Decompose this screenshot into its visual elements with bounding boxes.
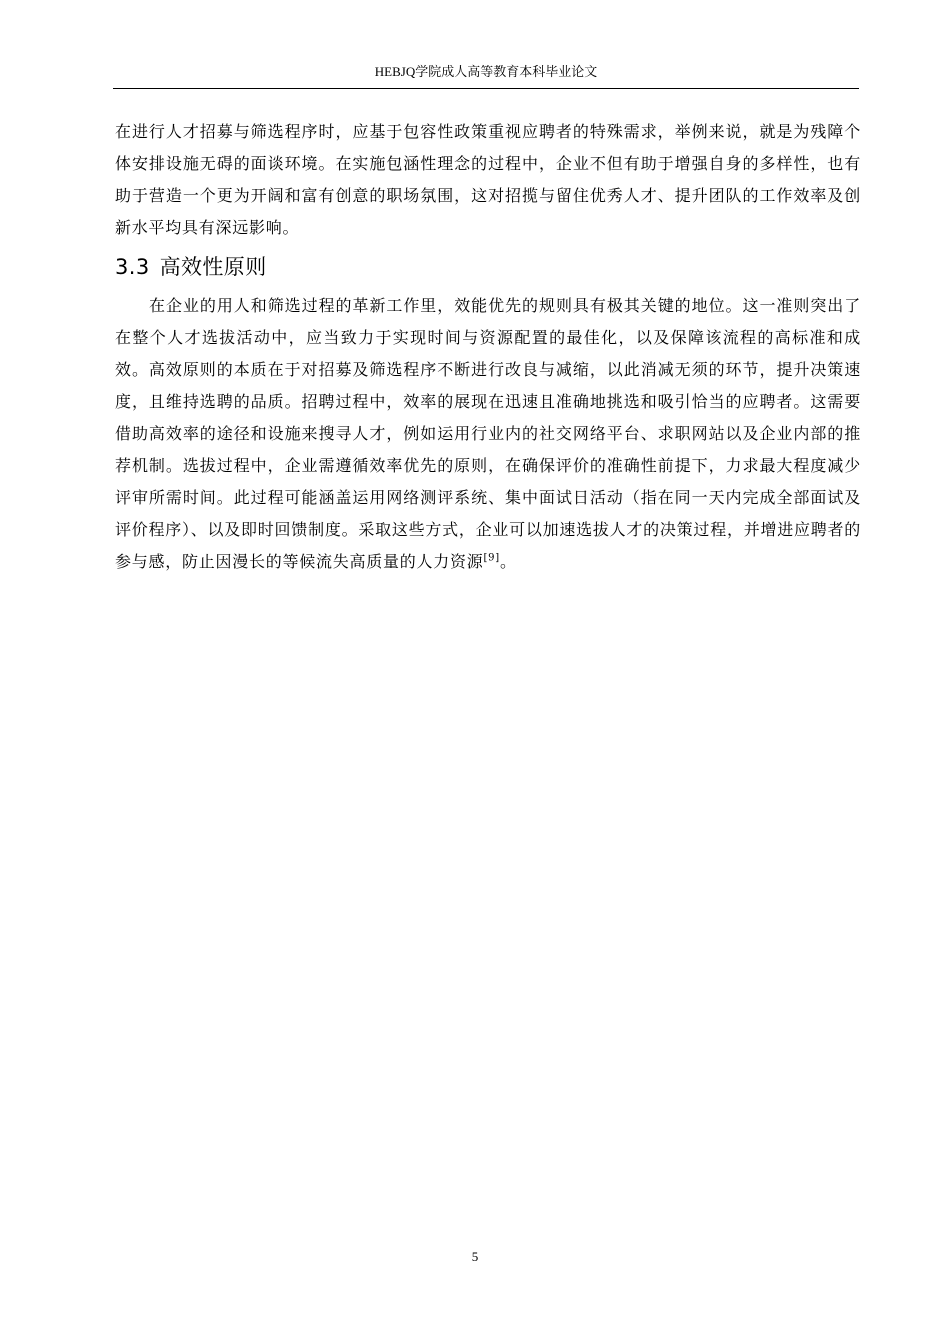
section-heading [115,244,861,290]
section-paragraph-end: 。 [499,552,517,571]
page-content [115,116,861,578]
section-paragraph-text: 在企业的用人和筛选过程的革新工作里，效能优先的规则具有极其关键的地位。这一准则突出了在整个人才选拔活动中，应当致力于实现时间与资源配置的最佳化，以及保障该流程的高标准和成效。高效原则的本质在于对招募及筛选程序不断进行改良与减缩，以此消减无须的环节，提升决策速度，且维持选聘的品质。招聘过程中，效率的展现在迅速且准确地挑选和吸引恰当的应聘者。这需要借助高效率的途径和设施来搜寻人才，例如运用行业内的社交网络平台、求职网站以及企业内部的推荐机制。选拔过程中，企业需遵循效率优先的原则，在确保评价的准确性前提下，力求最大程度减少评审所需时间。此过程可能涵盖运用网络测评系统、集中面试日活动（指在同一天内完成全部面试及评价程序）、以及即时回馈制度。采取这些方式，企业可以加速选拔人才的决策过程，并增进应聘者的参与感，防止因漫长的等候流失高质量的人力资源 [115,296,861,571]
section-number: 3.3 [115,255,150,279]
page-number: 5 [471,1249,479,1264]
section-paragraph [115,290,861,578]
header-title: HEBJQ学院成人高等教育本科毕业论文 [374,64,598,79]
page-header [113,60,859,89]
section-title: 高效性原则 [159,255,267,279]
citation-marker: [9] [483,552,500,564]
intro-paragraph: 在进行人才招募与筛选程序时，应基于包容性政策重视应聘者的特殊需求，举例来说，就是为残障个体安排设施无碍的面谈环境。在实施包涵性理念的过程中，企业不但有助于增强自身的多样性，也有助于营造一个更为开阔和富有创意的职场氛围，这对招揽与留住优秀人才、提升团队的工作效率及创新水平均具有深远影响。 [115,122,861,237]
